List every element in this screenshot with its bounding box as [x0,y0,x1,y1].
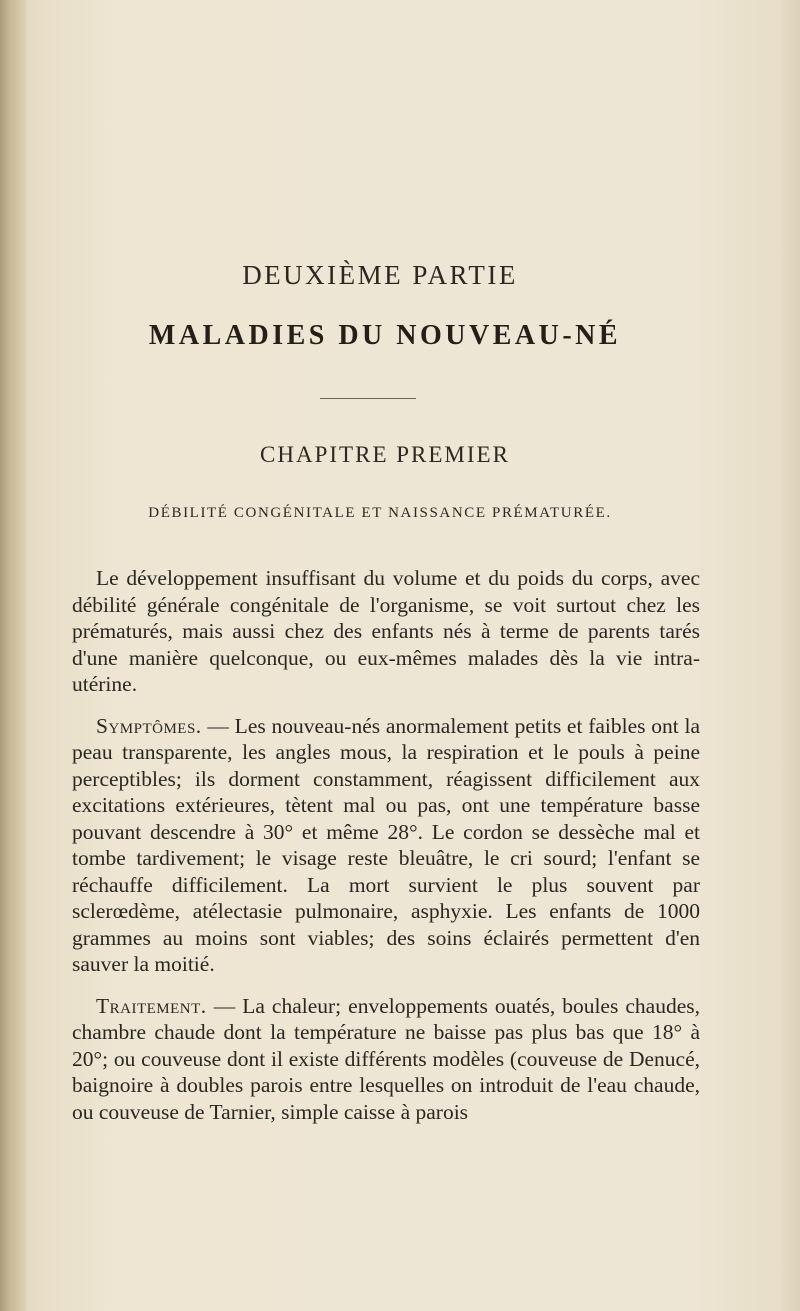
section-title: DÉBILITÉ CONGÉNITALE ET NAISSANCE PRÉMATURÉE. [148,505,612,521]
body-text [72,565,700,1140]
traitement-heading: Traitement. [96,993,207,1018]
title-divider [320,398,416,399]
book-spine-shadow [0,0,26,1311]
part-title: DEUXIÈME PARTIE [242,260,518,290]
chapter-title: CHAPITRE PREMIER [260,442,510,467]
traitement-text: — La chaleur; enveloppements ouatés, boules chaudes, chambre chaude dont la température ne baisse pas plus bas que 18° à 20°; ou couveuse dont il existe différents modèles (couveuse de Denucé, baignoire à doubles parois entre lesquelles on introduit de l'eau chaude, ou couveuse de Tarnier, simple caisse à parois [72,993,700,1124]
intro-paragraph: Le développement insuffisant du volume et du poids du corps, avec débilité générale congénitale de l'organisme, se voit surtout chez les prématurés, mais aussi chez des enfants nés à terme de parents tarés d'une manière quelconque, ou eux-mêmes malades dès la vie intra-utérine. [72,566,700,696]
symptomes-text: — Les nouveau-nés anormalement petits et faibles ont la peau transparente, les angles mous, la respiration et le pouls à peine perceptibles; ils dorment constamment, réagissent difficilement aux excitations extérieures, tètent mal ou pas, ont une température basse pouvant descendre à 30° et même 28°. Le cordon se dessèche mal et tombe tardivement; le visage reste bleuâtre, le cri sourd; l'enfant se réchauffe difficilement. La mort survient le plus souvent par sclerœdème, atélectasie pulmonaire, asphyxie. Les enfants de 1000 grammes au moins sont viables; des soins éclairés permettent d'en sauver la moitié. [72,713,700,976]
main-title: MALADIES DU NOUVEAU-NÉ [148,320,622,351]
symptomes-paragraph [72,713,700,978]
traitement-paragraph [72,993,700,1126]
symptomes-heading: Symptômes. [96,713,202,738]
